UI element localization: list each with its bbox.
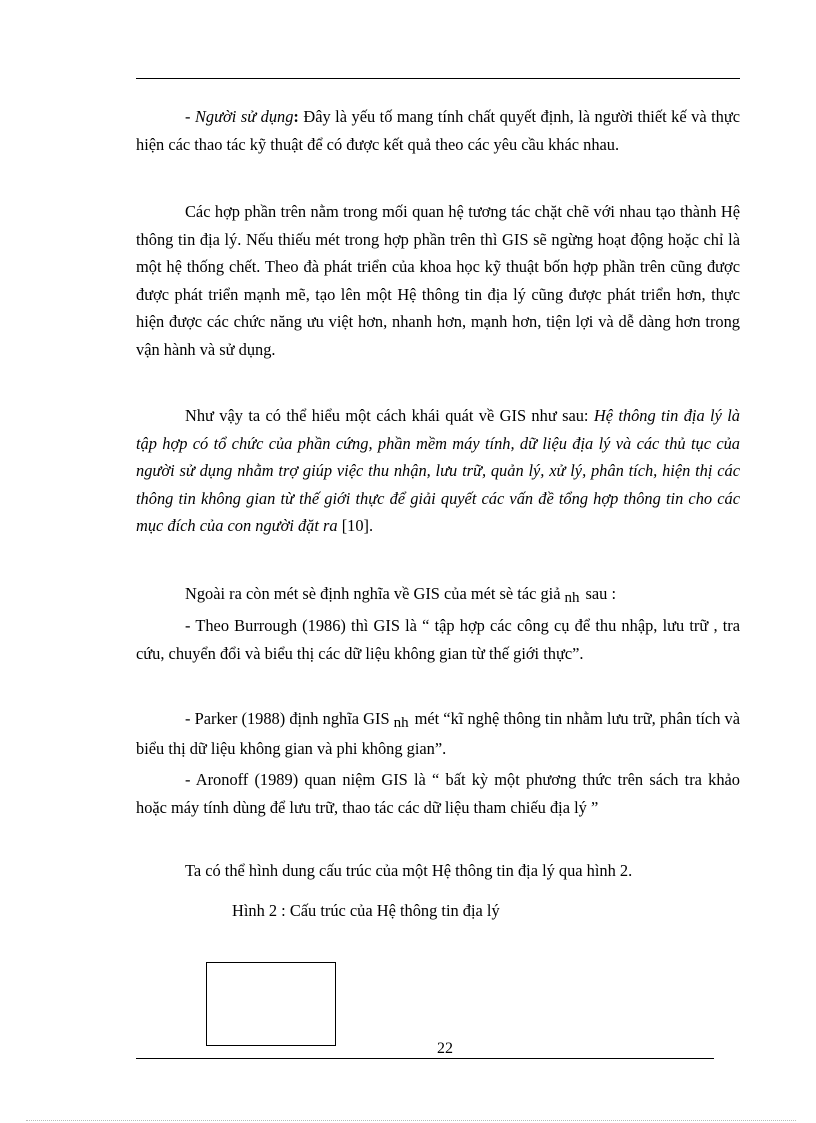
- paragraph-user-text: Đây là yếu tố mang tính chất quyết định, là người thiết kế và thực hiện các thao tác kỹ thuật để có được kết quả theo các yêu cầu khác nhau.: [136, 107, 740, 154]
- header-rule: [136, 78, 740, 79]
- figure-box: [206, 962, 336, 1046]
- paragraph-figure-intro: Ta có thể hình dung cấu trúc của một Hệ thông tin địa lý qua hình 2.: [185, 861, 633, 880]
- page-edge-dotted-line: [26, 1120, 796, 1121]
- page-number: 22: [437, 1040, 453, 1057]
- term-colon: :: [293, 107, 304, 126]
- term-nguoi-su-dung: Người sử dụng: [194, 107, 294, 126]
- parker-text: - Parker (1988) định nghĩa GIS: [185, 709, 390, 728]
- subscript-nh: nh: [564, 590, 580, 606]
- definition-citation: [10].: [337, 516, 374, 535]
- paragraph-definition: [136, 402, 740, 540]
- subscript-nh-parker: nh: [393, 715, 409, 731]
- footer-rule: [136, 1058, 714, 1059]
- other-definitions-text: Ngoài ra còn mét sè định nghĩa về GIS của mét sè tác giả: [185, 584, 561, 603]
- definition-intro: Như vậy ta có thể hiểu một cách khái quát về GIS như sau:: [185, 406, 594, 425]
- figure-caption: Hình 2 : Cấu trúc của Hệ thông tin địa lý: [232, 901, 500, 920]
- paragraph-user: [136, 103, 740, 158]
- definition-text: Hệ thông tin địa lý là tập hợp có tổ chức của phần cứng, phần mềm máy tính, dữ liệu địa lý và các thủ tục của người sử dụng nhằm trợ giúp việc thu nhận, lưu trữ, quản lý, xử lý, phân tích, hiện thị các thông tin không gian từ thế giới thực để giải quyết các vấn đề tổng hợp thông tin cho các mục đích của con người đặt ra: [136, 406, 740, 535]
- other-definitions-end: sau :: [585, 584, 617, 603]
- paragraph-burrough: - Theo Burrough (1986) thì GIS là “ tập hợp các công cụ để thu nhập, lưu trữ , tra cứu, chuyển đổi và biểu thị các dữ liệu không gian từ thế giới thực”.: [136, 616, 740, 663]
- paragraph-other-definitions: [136, 580, 740, 610]
- paragraph-parker: [136, 705, 740, 762]
- paragraph-aronoff: - Aronoff (1989) quan niệm GIS là “ bất kỳ một phương thức trên sách tra khảo hoặc máy tính dùng để lưu trữ, thao tác các dữ liệu tham chiếu địa lý ”: [136, 770, 740, 817]
- parker-text-end: mét “kĩ nghệ thông tin nhằm lưu trữ, phân tích và biểu thị dữ liệu không gian và phi không gian”.: [136, 709, 741, 758]
- paragraph-user-lead: -: [185, 107, 195, 126]
- paragraph-components: Các hợp phần trên nằm trong mối quan hệ tương tác chặt chẽ với nhau tạo thành Hệ thông tin địa lý. Nếu thiếu mét trong hợp phần trên thì GIS sẽ ngừng hoạt động hoặc chỉ là một hệ thống chết. Theo đà phát triển của khoa học kỹ thuật bốn hợp phần trên cũng được được phát triển mạnh mẽ, tạo lên một Hệ thông tin địa lý cũng được phát triển hơn, thực hiện được các chức năng ưu việt hơn, nhanh hơn, mạnh hơn, tiện lợi và dễ dàng hơn trong vận hành và sử dụng.: [136, 202, 740, 359]
